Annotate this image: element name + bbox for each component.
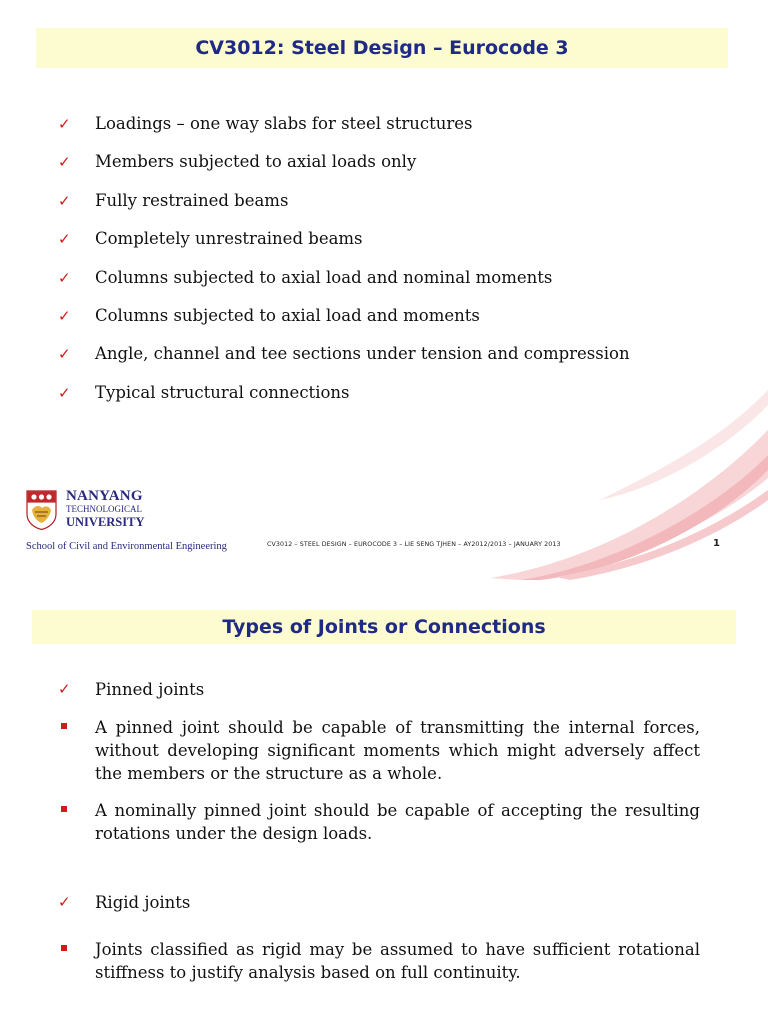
slide-title: Types of Joints or Connections [222,616,546,638]
checkmark-icon: ✓ [58,115,71,133]
page-number: 1 [713,538,720,549]
checkmark-icon: ✓ [58,893,71,911]
logo-line-3: UNIVERSITY [66,515,145,529]
list-item: ✓ Members subjected to axial loads only [58,152,417,172]
bullet-point: A pinned joint should be capable of transmitting the internal forces, without developing significant moments which might adversely affect the members or the structure as a whole. [58,716,700,785]
checkmark-icon: ✓ [58,383,71,402]
school-name: School of Civil and Environmental Engineering [26,541,227,552]
checkmark-icon: ✓ [58,191,71,210]
pinned-joints-heading: ✓ Pinned joints [58,680,205,699]
checkmark-icon: ✓ [58,230,71,249]
checkmark-icon: ✓ [58,306,71,325]
checkmark-icon: ✓ [58,153,71,172]
list-item: ✓ Loadings – one way slabs for steel structures [58,114,473,133]
slide-title: CV3012: Steel Design – Eurocode 3 [195,37,569,59]
crest-icon [26,490,57,530]
checkmark-icon: ✓ [58,345,71,364]
slide-title-bar [32,610,736,644]
rigid-joints-heading: ✓ Rigid joints [58,893,191,912]
bullet-point: Joints classified as rigid may be assumed to have sufficient rotational stiffness to justify analysis based on full continuity. [58,938,700,984]
bullet-point: A nominally pinned joint should be capable of accepting the resulting rotations under the design loads. [58,799,700,845]
slide-footer: CV3012 – STEEL DESIGN – EUROCODE 3 – LIE SENG TJHEN – AY2012/2013 – JANUARY 2013 [267,541,561,548]
checkmark-icon: ✓ [58,268,71,287]
slide-2 [0,590,768,1024]
list-item: ✓ Typical structural connections [58,382,350,402]
checkmark-icon: ✓ [58,680,71,698]
list-item: ✓ Angle, channel and tee sections under tension and compression [58,344,630,364]
logo-line-2: TECHNOLOGICAL [66,504,142,514]
list-item: ✓ Columns subjected to axial load and moments [58,305,480,325]
slide-title-bar [36,28,728,68]
logo-line-1: NANYANG [66,488,143,504]
slide-content [58,678,700,984]
topic-list [58,113,738,420]
list-item: ✓ Columns subjected to axial load and nominal moments [58,267,553,287]
list-item: ✓ Fully restrained beams [58,190,289,210]
list-item: ✓ Completely unrestrained beams [58,229,363,249]
